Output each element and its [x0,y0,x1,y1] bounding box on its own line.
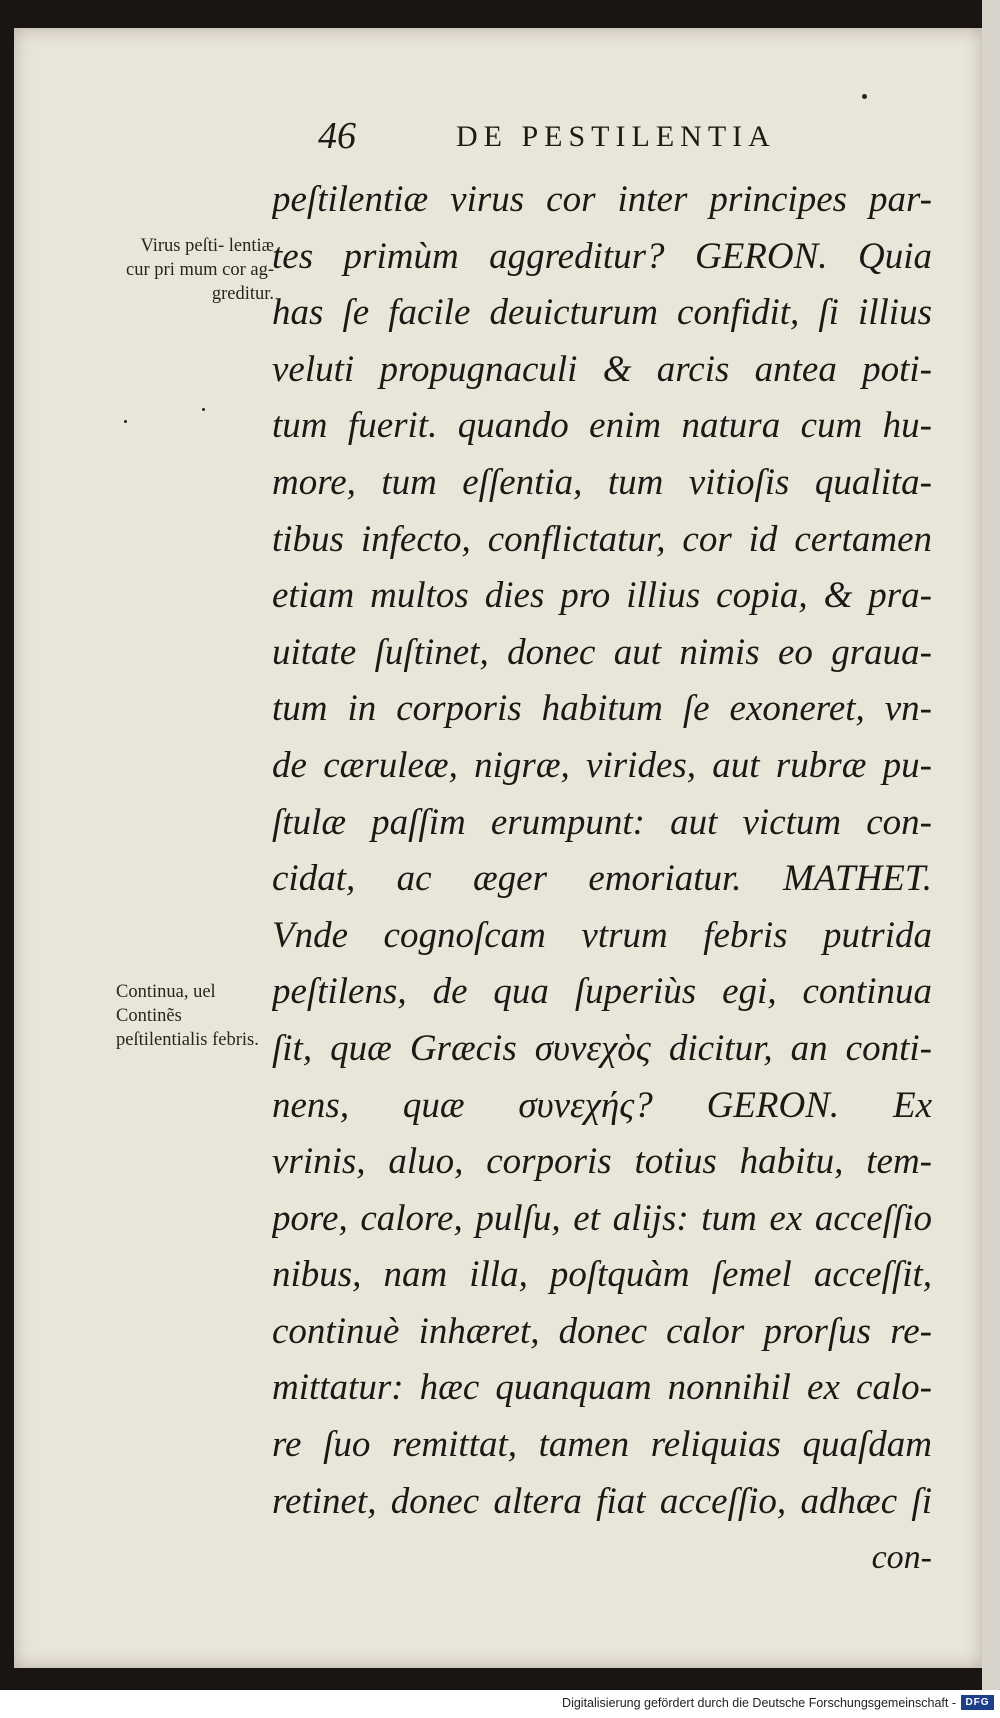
text-line: ſit, quæ Græcis συνεχὸς dicitur, an conti- [272,1027,932,1069]
text-line: more, tum eſſentia, tum vitioſis qualita- [272,461,932,503]
marginal-note-1: Virus peſti- lentiæ cur pri mum cor ag- greditur. [126,236,274,304]
text-line: retinet, donec altera fiat acceſſio, adhæc ſi [272,1480,932,1522]
text-line: vrinis, aluo, corporis totius habitu, tem- [272,1141,932,1183]
text-line: continuè inhæret, donec calor prorſus re- [272,1310,932,1352]
page-edge [982,0,1000,1690]
text-line: Vnde cognoſcam vtrum febris putrida [272,914,932,956]
text-line: has ſe facile deuicturum confidit, ſi illius [272,292,932,334]
main-text [272,172,932,1587]
text-line: ſtulæ paſſim erumpunt: aut victum con- [272,801,932,843]
text-line: nens, quæ συνεχής? GERON. Ex [272,1084,932,1126]
text-line: peſtilens, de qua ſuperiùs egi, continua [272,971,932,1013]
text-line: mittatur: hæc quanquam nonnihil ex calo- [272,1367,932,1409]
ink-speck [202,408,205,411]
text-line: tum in corporis habitum ſe exoneret, vn- [272,688,932,730]
page-number: 46 [318,115,356,157]
text-line: re ſuo remittat, tamen reliquias quaſdam [272,1424,932,1466]
text-line: tes primùm aggreditur? GERON. Quia [272,235,932,277]
text-line: uitate ſuſtinet, donec aut nimis eo graua- [272,631,932,673]
ink-speck [124,420,127,423]
footer-bar [0,1690,1000,1718]
marginal-note-2: Continua, uel Continẽs peſtilentialis febris. [116,982,259,1050]
running-title: DE PESTILENTIA [456,120,776,153]
funding-credit: Digitalisierung gefördert durch die Deutsche Forschungsgemeinschaft - [562,1696,956,1710]
ink-speck [862,94,867,99]
text-line: veluti propugnaculi & arcis antea poti- [272,348,932,390]
text-line: peſtilentiæ virus cor inter principes par- [272,179,932,220]
text-line: de cæruleæ, nigræ, virides, aut rubræ pu- [272,744,932,786]
catchword: con- [871,1539,932,1577]
text-line: tibus infecto, conflictatur, cor id certamen [272,518,932,560]
text-line: tum fuerit. quando enim natura cum hu- [272,405,932,447]
running-head [318,108,893,158]
text-line: pore, calore, pulſu, et alijs: tum ex acceſſio [272,1197,932,1239]
text-line: cidat, ac æger emoriatur. MATHET. [272,858,932,900]
text-line: nibus, nam illa, poſtquàm ſemel acceſſit, [272,1254,932,1296]
text-line: etiam multos dies pro illius copia, & pra- [272,575,932,617]
dfg-logo-icon[interactable]: DFG [961,1695,994,1710]
